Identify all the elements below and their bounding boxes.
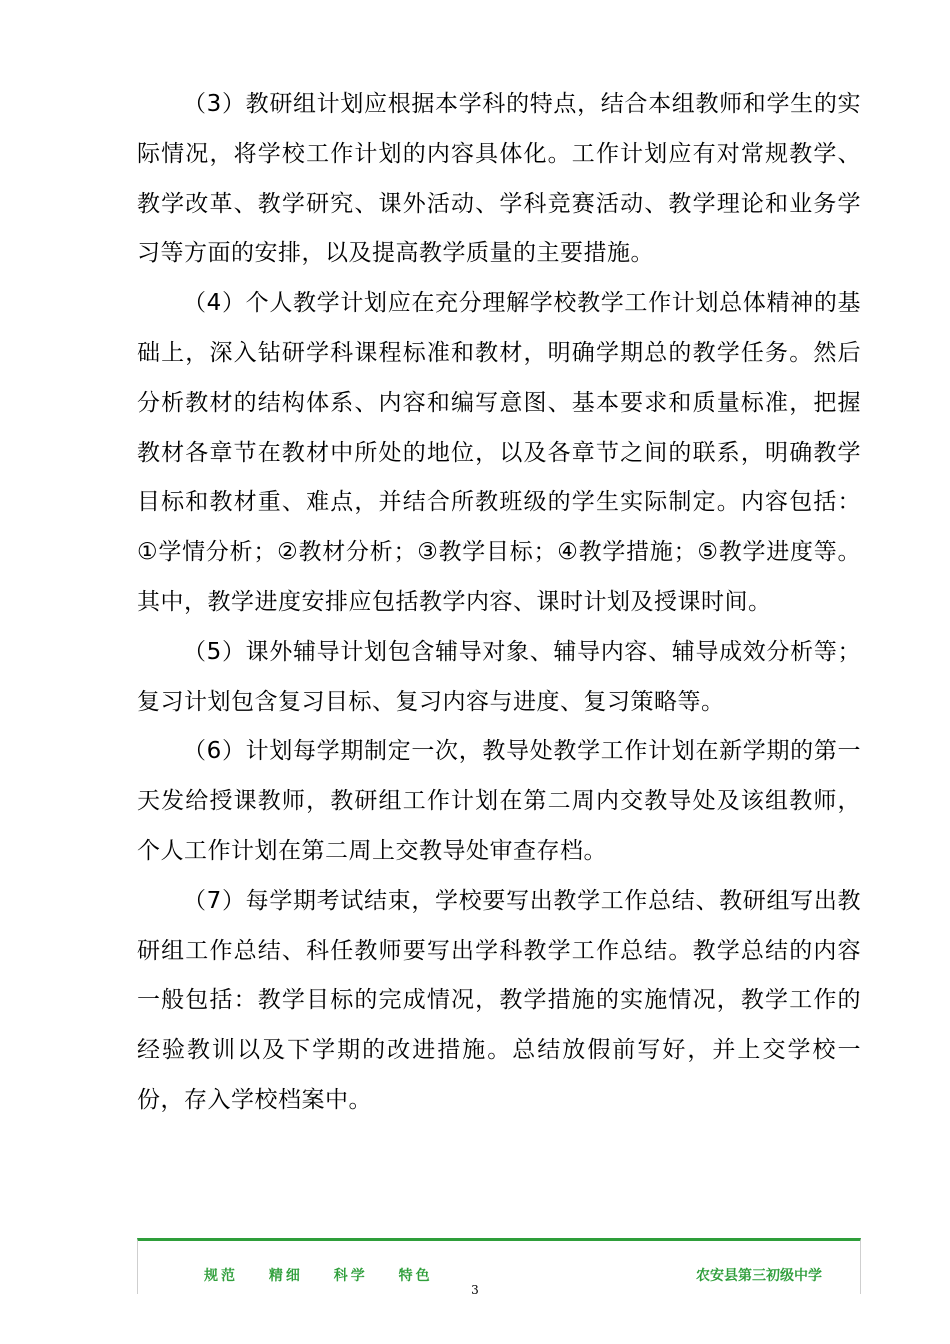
page-number: 3 [471,1283,479,1297]
motto-item: 科学 [333,1268,368,1284]
paragraph-7: （7）每学期考试结束，学校要写出教学工作总结、教研组写出教研组工作总结、科任教师要写出学科教学工作总结。教学总结的内容一般包括：教学目标的完成情况，教学措施的实施情况，教学工作的经验教训以及下学期的改进措施。总结放假前写好，并上交学校一份，存入学校档案中。 [137,887,861,1113]
paragraph-5: （5）课外辅导计划包含辅导对象、辅导内容、辅导成效分析等；复习计划包含复习目标、复习内容与进度、复习策略等。 [137,638,861,715]
footer-motto [204,1265,459,1285]
motto-item: 精细 [268,1268,303,1284]
paragraph-3: （3）教研组计划应根据本学科的特点，结合本组教师和学生的实际情况，将学校工作计划的内容具体化。工作计划应有对常规教学、教学改革、教学研究、课外活动、学科竞赛活动、教学理论和业务学习等方面的安排，以及提高教学质量的主要措施。 [137,91,861,267]
motto-item: 规范 [204,1268,238,1284]
footer-school-name: 农安县第三初级中学 [696,1268,822,1284]
document-body [137,80,861,1126]
paragraph-6: （6）计划每学期制定一次，教导处教学工作计划在新学期的第一天发给授课教师，教研组工作计划在第二周内交教导处及该组教师，个人工作计划在第二周上交教导处审查存档。 [137,738,861,864]
motto-item: 特色 [398,1268,433,1284]
paragraph-4: （4）个人教学计划应在充分理解学校教学工作计划总体精神的基础上，深入钻研学科课程标准和教材，明确学期总的教学任务。然后分析教材的结构体系、内容和编写意图、基本要求和质量标准，把握教材各章节在教材中所处的地位，以及各章节之间的联系，明确教学目标和教材重、难点，并结合所教班级的学生实际制定。内容包括：①学情分析；②教材分析；③教学目标；④教学措施；⑤教学进度等。其中，教学进度安排应包括教学内容、课时计划及授课时间。 [137,290,861,615]
